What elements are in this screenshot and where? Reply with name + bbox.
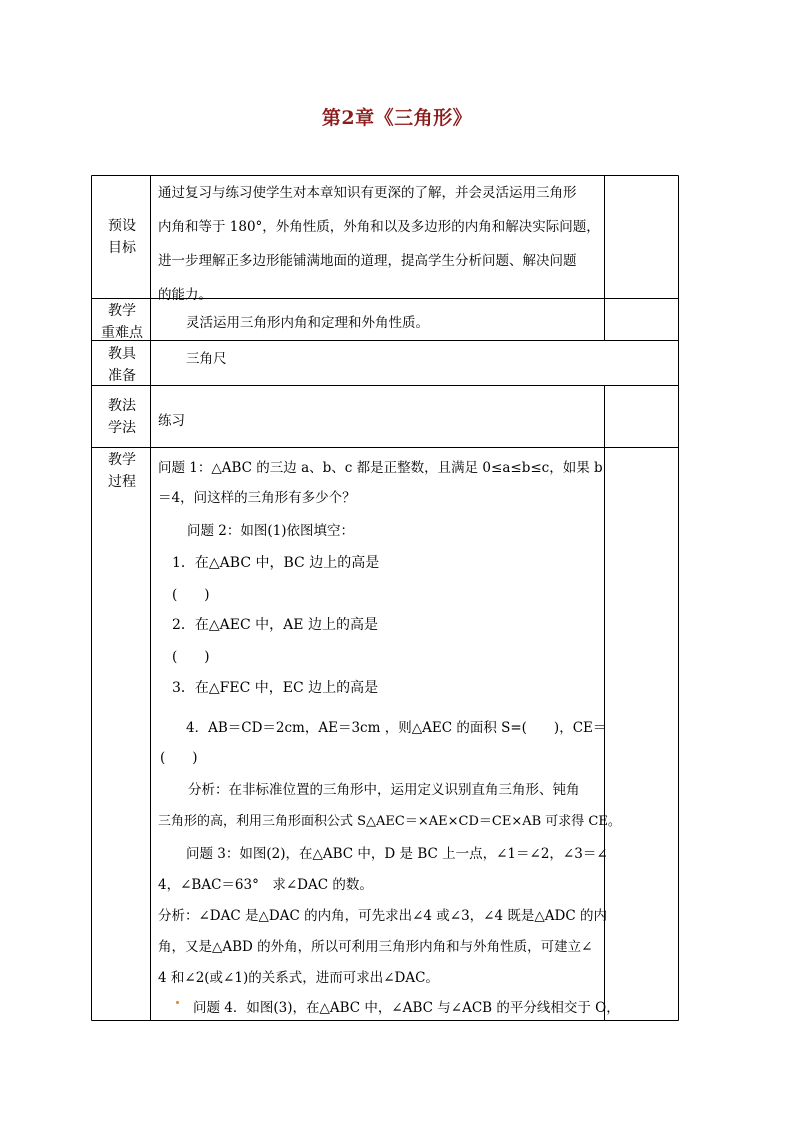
- marker-dot: [176, 1001, 179, 1004]
- q2-item2-blank: ( ): [172, 649, 210, 665]
- q2-item2: 2．在△AEC 中，AE 边上的高是: [172, 617, 378, 633]
- goal-text: [158, 176, 603, 312]
- q1-line1: 问题 1：△ABC 的三边 a、b、c 都是正整数，且满足 0≤a≤b≤c，如果 b: [158, 460, 603, 476]
- q1-line2: ＝4，问这样的三角形有多少个？: [158, 490, 356, 506]
- method-text: 练习: [158, 413, 185, 429]
- q4-line1: 问题 4．如图(3)，在△ABC 中，∠ABC 与∠ACB 的平分线相交于 O，: [193, 1000, 620, 1016]
- analysis2-line3: 4 和∠2(或∠1)的关系式，进而可求出∠DAC。: [158, 970, 439, 986]
- q2-item4-line2: ( ): [160, 750, 198, 766]
- process-label: 教学 过程: [108, 452, 136, 490]
- key-points-label: 教学 重难点: [101, 303, 143, 341]
- goal-line: 内角和等于 180°，外角性质，外角和以及多边形的内角和解决实际问题，: [158, 219, 600, 235]
- q2-item4-line1: 4．AB＝CD＝2cm，AE＝3cm ，则△AEC 的面积 S=( )，CE＝: [186, 720, 607, 736]
- q2-intro: 问题 2：如图(1)依图填空：: [187, 523, 355, 539]
- tools-label: 教具 准备: [108, 346, 136, 384]
- page-title: 第2章《三角形》: [321, 107, 473, 129]
- key-points-text: 灵活运用三角形内角和定理和外角性质。: [186, 315, 429, 331]
- analysis2-line1: 分析：∠DAC 是△DAC 的内角，可先求出∠4 或∠3，∠4 既是△ADC 的内: [158, 908, 607, 924]
- goal-line: 通过复习与练习使学生对本章知识有更深的了解，并会灵活运用三角形: [158, 185, 577, 201]
- q3-line2: 4，∠BAC＝63° 求∠DAC 的数。: [158, 877, 373, 893]
- analysis1-line1: 分析：在非标准位置的三角形中，运用定义识别直角三角形、钝角: [188, 782, 580, 798]
- q2-item1-blank: ( ): [172, 587, 210, 603]
- analysis1-line2: 三角形的高，利用三角形面积公式 S△AEC＝×AE×CD＝CE×AB 可求得 CE。: [158, 814, 621, 829]
- goal-line: 进一步理解正多边形能铺满地面的道理，提高学生分析问题、解决问题: [158, 253, 577, 269]
- method-label: 教法 学法: [108, 398, 136, 436]
- q3-line1: 问题 3：如图(2)，在△ABC 中，D 是 BC 上一点，∠1＝∠2，∠3＝∠: [186, 846, 608, 862]
- goal-label: 预设 目标: [108, 218, 136, 256]
- goal-line: 的能力。: [158, 287, 212, 303]
- q2-item1: 1．在△ABC 中，BC 边上的高是: [172, 555, 380, 571]
- tools-text: 三角尺: [186, 351, 227, 367]
- q2-item3: 3．在△FEC 中，EC 边上的高是: [172, 680, 379, 696]
- analysis2-line2: 角，又是△ABD 的外角，所以可利用三角形内角和与外角性质，可建立∠: [158, 939, 593, 955]
